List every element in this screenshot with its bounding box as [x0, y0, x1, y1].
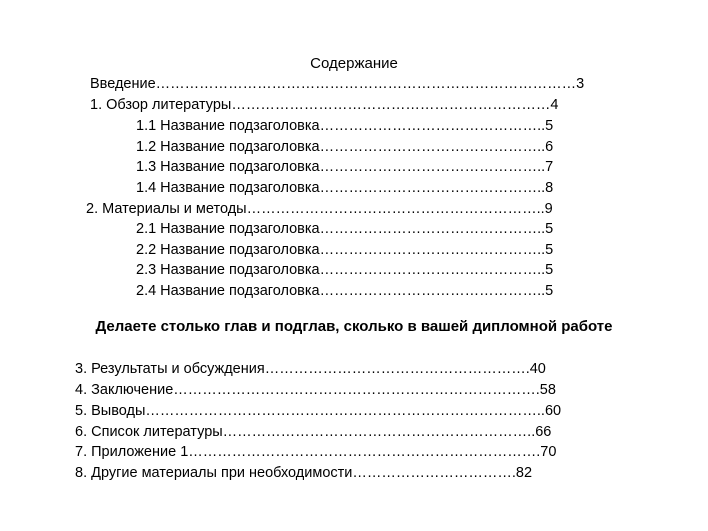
document-title: Содержание	[310, 55, 398, 72]
toc-entry-chapter-8: 8. Другие материалы при необходимости…………………………….82	[75, 465, 533, 481]
toc-entry-chapter-1: 1. Обзор литературы…………………………………………………………4	[90, 97, 559, 113]
toc-entry-chapter-5: 5. Выводы………………………………………………………………………..60	[75, 403, 562, 419]
toc-entry-chapter-3: 3. Результаты и обсуждения……………………………………………….40	[75, 361, 546, 377]
toc-entry-subsection: 1.1 Название подзаголовка………………………………………..5	[136, 118, 554, 134]
toc-entry-chapter-7: 7. Приложение 1……………………………………………………………….70	[75, 444, 557, 460]
toc-entry-chapter-2: 2. Материалы и методы……………………………………………………..9	[86, 201, 553, 217]
toc-entry-subsection: 1.2 Название подзаголовка………………………………………..6	[136, 139, 554, 155]
toc-entry-subsection: 1.4 Название подзаголовка………………………………………..8	[136, 180, 554, 196]
toc-entry-subsection: 1.3 Название подзаголовка………………………………………..7	[136, 159, 554, 175]
toc-entry-subsection: 2.1 Название подзаголовка………………………………………..5	[136, 221, 554, 237]
toc-entry-subsection: 2.2 Название подзаголовка………………………………………..5	[136, 242, 554, 258]
toc-entry-introduction: Введение……………………………………………………………………………3	[90, 76, 585, 92]
toc-entry-chapter-4: 4. Заключение………………………………………………………………….58	[75, 382, 556, 398]
toc-entry-chapter-6: 6. Список литературы………………………………………………………..66	[75, 424, 552, 440]
instruction-note: Делаете столько глав и подглав, сколько в вашей дипломной работе	[95, 318, 613, 335]
toc-entry-subsection: 2.3 Название подзаголовка………………………………………..5	[136, 262, 554, 278]
toc-entry-subsection: 2.4 Название подзаголовка………………………………………..5	[136, 283, 554, 299]
